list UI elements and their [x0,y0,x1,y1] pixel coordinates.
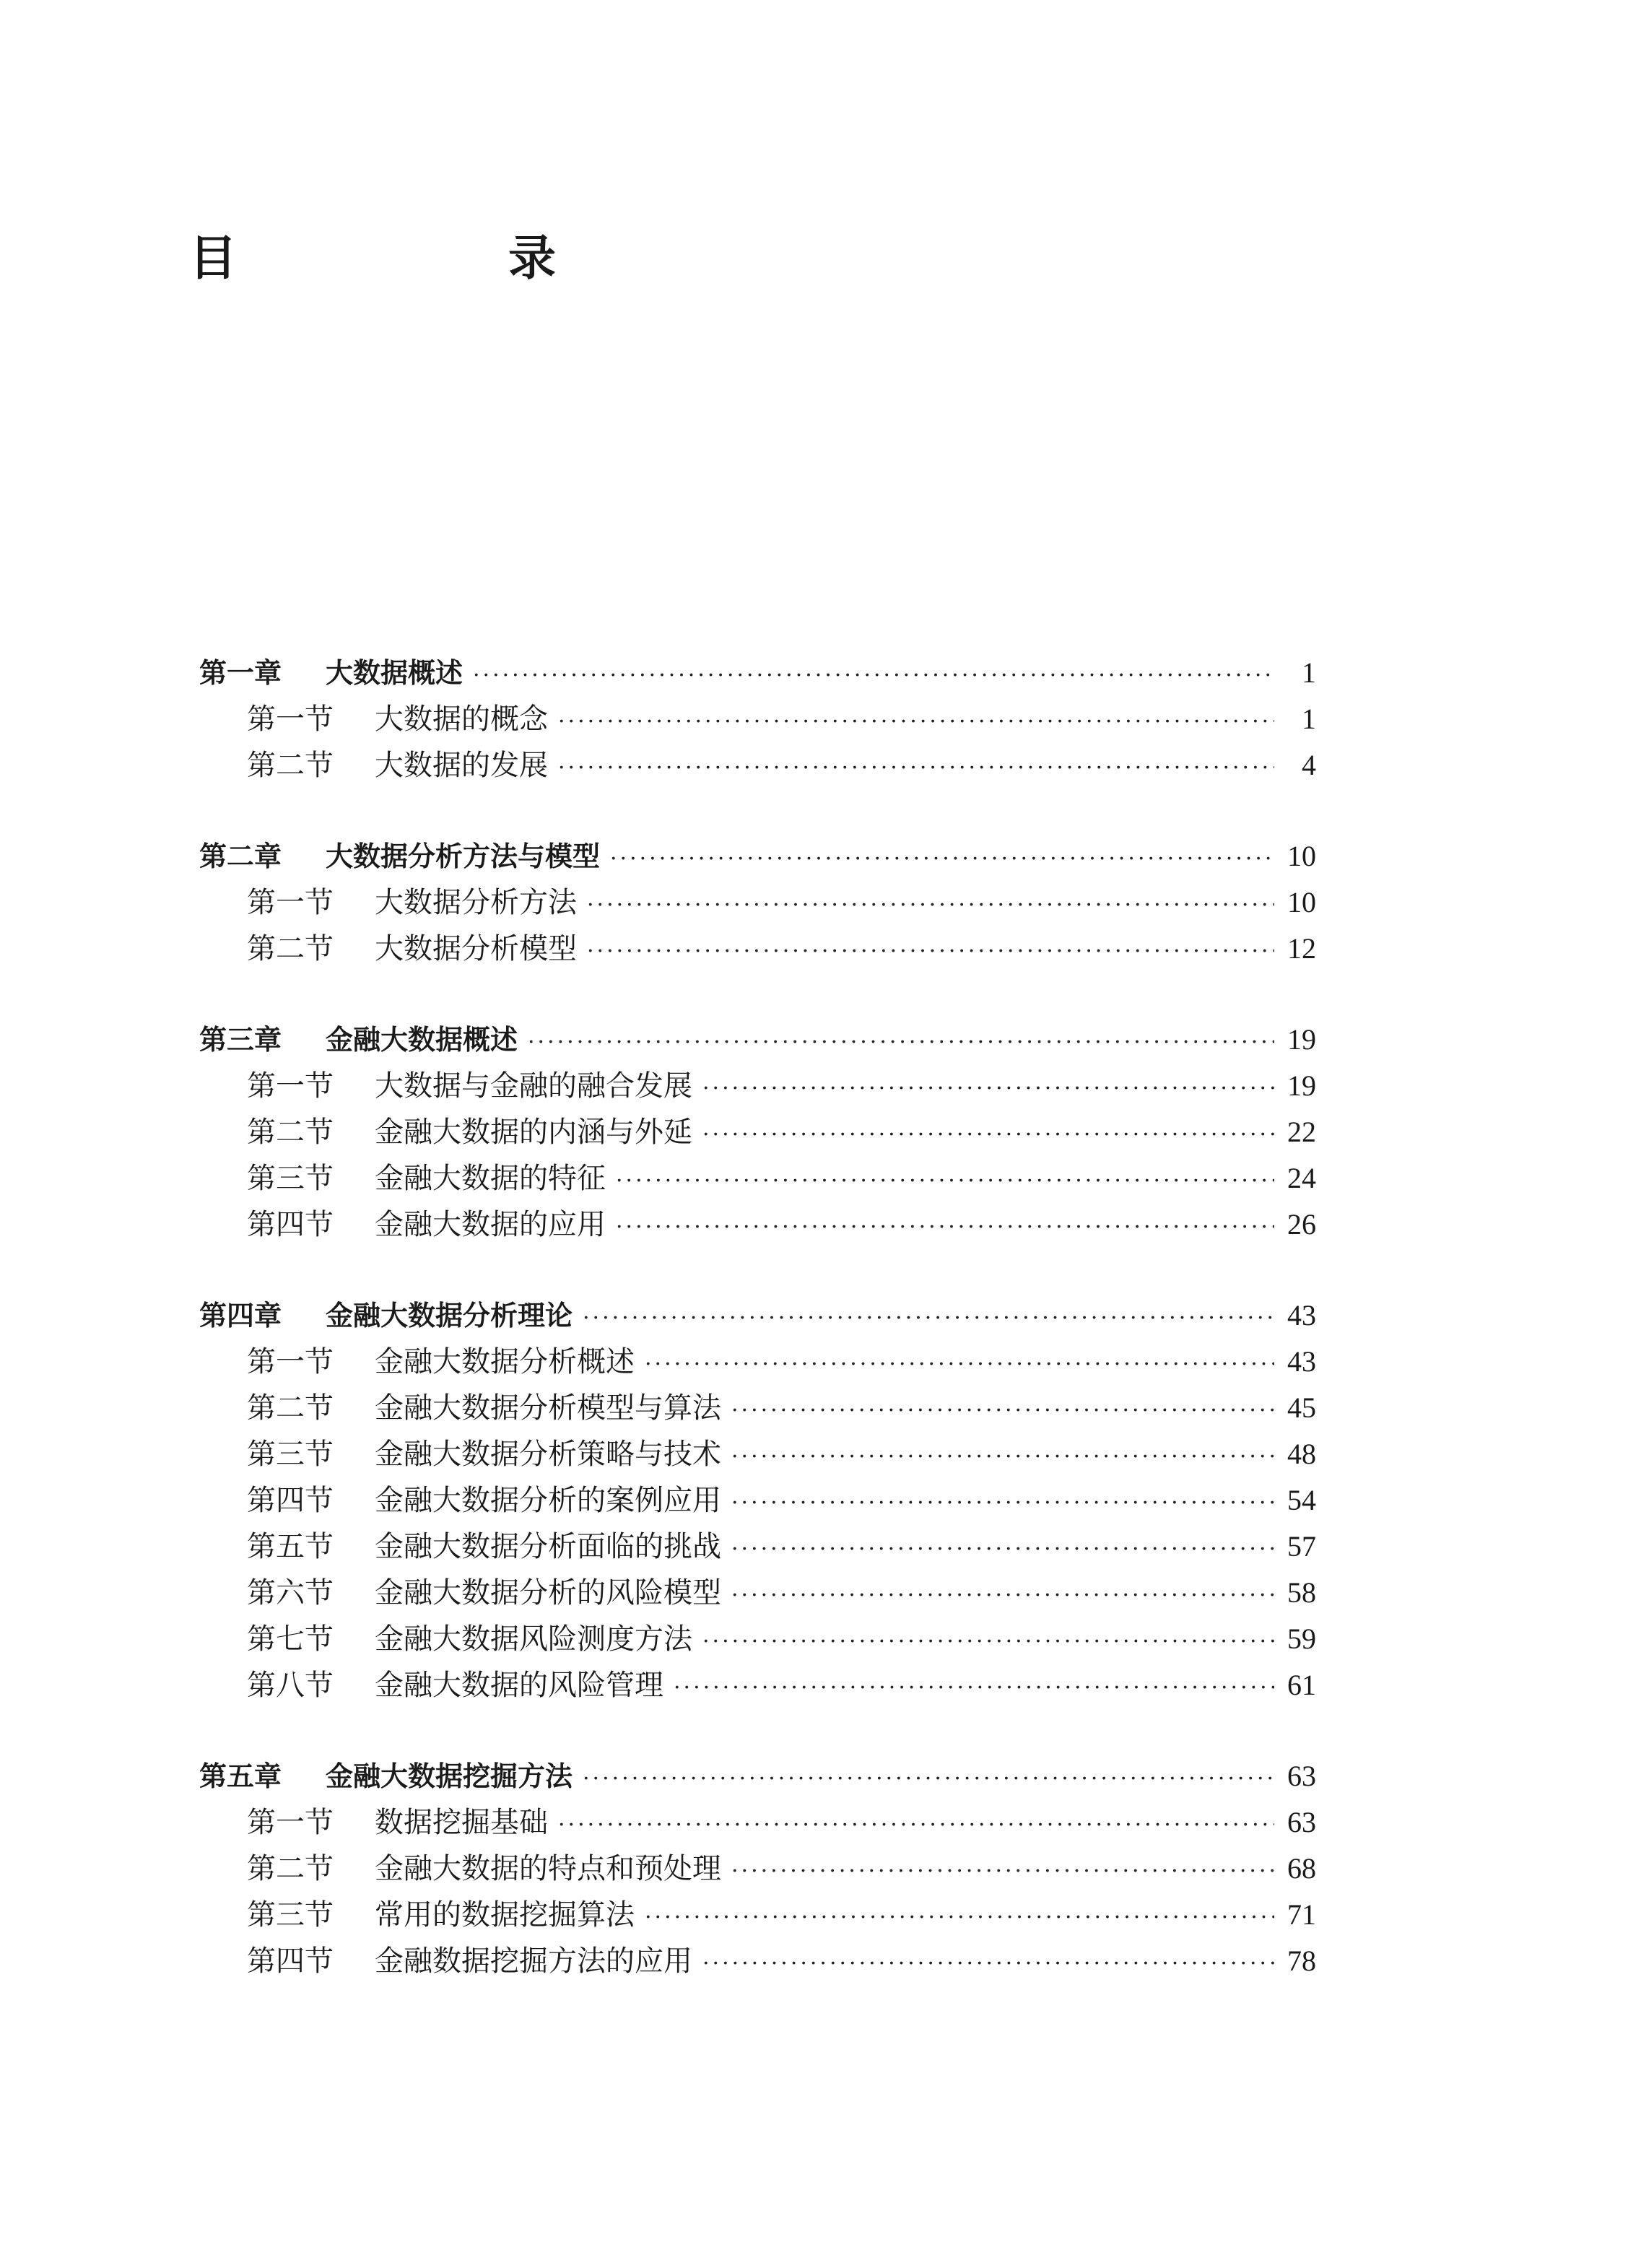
chapter-number: 第一章 [199,657,282,689]
section-title: 金融大数据风险测度方法 [375,1622,692,1656]
section-title: 数据挖掘基础 [375,1806,548,1839]
section-entry [199,1799,1316,1846]
section-number: 第二节 [247,1391,334,1425]
dot-leader [583,1295,1274,1342]
page-number: 78 [1287,1945,1316,1977]
chapter-block [199,1017,1316,1248]
section-title: 金融大数据分析的案例应用 [375,1484,721,1517]
table-of-contents [199,650,1316,2029]
section-entry [199,1892,1316,1938]
chapter-title: 金融大数据概述 [326,1024,518,1056]
section-entry [199,879,1316,926]
dot-leader [731,1480,1274,1526]
section-entry [199,1938,1316,1984]
page-number: 45 [1287,1391,1316,1424]
chapter-block [199,1292,1316,1708]
dot-leader [702,1941,1274,1987]
section-title: 金融大数据分析概述 [375,1345,635,1378]
section-entry [199,1063,1316,1109]
section-title: 金融大数据分析的风险模型 [375,1576,721,1609]
section-number: 第二节 [247,1116,334,1149]
chapter-entry [199,1292,1316,1339]
page-number: 43 [1287,1345,1316,1378]
page-number: 58 [1287,1576,1316,1609]
page-number: 10 [1287,840,1316,872]
chapter-title: 大数据分析方法与模型 [326,840,601,872]
section-number: 第一节 [247,1345,334,1378]
dot-leader [731,1573,1274,1619]
page-number: 61 [1287,1669,1316,1701]
dot-leader [616,1204,1274,1251]
section-entry [199,1477,1316,1524]
page-number: 71 [1287,1898,1316,1931]
section-entry [199,1570,1316,1616]
section-entry [199,1524,1316,1570]
section-title: 金融大数据的特征 [375,1162,606,1195]
dot-leader [610,836,1274,882]
section-title: 大数据的概念 [375,703,548,736]
section-title: 金融大数据的内涵与外延 [375,1116,692,1149]
section-number: 第一节 [247,703,334,736]
page-number: 19 [1287,1069,1316,1102]
section-number: 第六节 [247,1576,334,1609]
chapter-block [199,833,1316,972]
page-number: 48 [1287,1438,1316,1470]
dot-leader [702,1619,1274,1665]
page-number: 24 [1287,1162,1316,1194]
chapter-block [199,1753,1316,1984]
dot-leader [587,882,1274,929]
dot-leader [558,699,1274,745]
dot-leader [616,1158,1274,1204]
dot-leader [587,929,1274,975]
chapter-entry [199,1017,1316,1063]
chapter-number: 第五章 [199,1760,282,1792]
section-entry [199,1385,1316,1431]
section-number: 第一节 [247,1069,334,1103]
section-title: 大数据分析模型 [375,932,577,965]
section-number: 第三节 [247,1898,334,1932]
chapter-entry [199,650,1316,696]
page-number: 59 [1287,1622,1316,1655]
section-entry [199,1431,1316,1477]
section-title: 大数据与金融的融合发展 [375,1069,692,1103]
section-number: 第四节 [247,1208,334,1241]
section-entry [199,696,1316,742]
section-number: 第一节 [247,886,334,919]
page-number: 12 [1287,932,1316,965]
dot-leader [583,1756,1274,1802]
chapter-number: 第三章 [199,1024,282,1056]
page-number: 1 [1302,703,1316,735]
section-number: 第一节 [247,1806,334,1839]
section-entry [199,926,1316,972]
section-title: 金融大数据的特点和预处理 [375,1852,721,1885]
page-title: 目 录 [189,230,668,286]
dot-leader [702,1066,1274,1112]
section-entry [199,1662,1316,1708]
page-number: 22 [1287,1116,1316,1148]
page-number: 1 [1302,656,1316,689]
section-number: 第四节 [247,1945,334,1978]
section-entry [199,1155,1316,1202]
dot-leader [645,1342,1274,1388]
section-title: 金融大数据分析策略与技术 [375,1438,721,1471]
section-number: 第二节 [247,1852,334,1885]
chapter-number: 第二章 [199,840,282,872]
section-entry [199,1339,1316,1385]
chapter-title: 金融大数据分析理论 [326,1300,573,1331]
section-entry [199,742,1316,788]
dot-leader [645,1895,1274,1941]
page-number: 4 [1302,749,1316,781]
section-number: 第三节 [247,1438,334,1471]
section-title: 金融大数据分析面临的挑战 [375,1530,721,1563]
page-number: 10 [1287,886,1316,918]
section-entry [199,1202,1316,1248]
page-number: 26 [1287,1208,1316,1241]
section-title: 大数据分析方法 [375,886,577,919]
section-title: 金融数据挖掘方法的应用 [375,1945,692,1978]
section-title: 金融大数据分析模型与算法 [375,1391,721,1425]
chapter-entry [199,1753,1316,1799]
chapter-block [199,650,1316,788]
dot-leader [558,1802,1274,1848]
dot-leader [731,1388,1274,1434]
chapter-title: 大数据概述 [326,657,463,689]
section-number: 第四节 [247,1484,334,1517]
dot-leader [528,1020,1274,1066]
section-title: 金融大数据的应用 [375,1208,606,1241]
section-number: 第七节 [247,1622,334,1656]
page-number: 54 [1287,1484,1316,1516]
page-number: 63 [1287,1806,1316,1838]
chapter-title: 金融大数据挖掘方法 [326,1760,573,1792]
section-number: 第二节 [247,932,334,965]
section-entry [199,1616,1316,1662]
dot-leader [674,1665,1274,1711]
section-title: 常用的数据挖掘算法 [375,1898,635,1932]
dot-leader [558,745,1274,791]
dot-leader [473,653,1274,699]
section-entry [199,1109,1316,1155]
page-number: 68 [1287,1852,1316,1885]
section-number: 第八节 [247,1669,334,1702]
section-number: 第三节 [247,1162,334,1195]
chapter-number: 第四章 [199,1300,282,1331]
dot-leader [731,1434,1274,1480]
section-title: 大数据的发展 [375,749,548,782]
section-number: 第二节 [247,749,334,782]
chapter-entry [199,833,1316,879]
dot-leader [731,1526,1274,1573]
page-number: 43 [1287,1299,1316,1331]
section-entry [199,1846,1316,1892]
dot-leader [702,1112,1274,1158]
section-number: 第五节 [247,1530,334,1563]
dot-leader [731,1848,1274,1895]
page-number: 57 [1287,1530,1316,1563]
page-number: 63 [1287,1760,1316,1792]
section-title: 金融大数据的风险管理 [375,1669,663,1702]
page-number: 19 [1287,1023,1316,1056]
